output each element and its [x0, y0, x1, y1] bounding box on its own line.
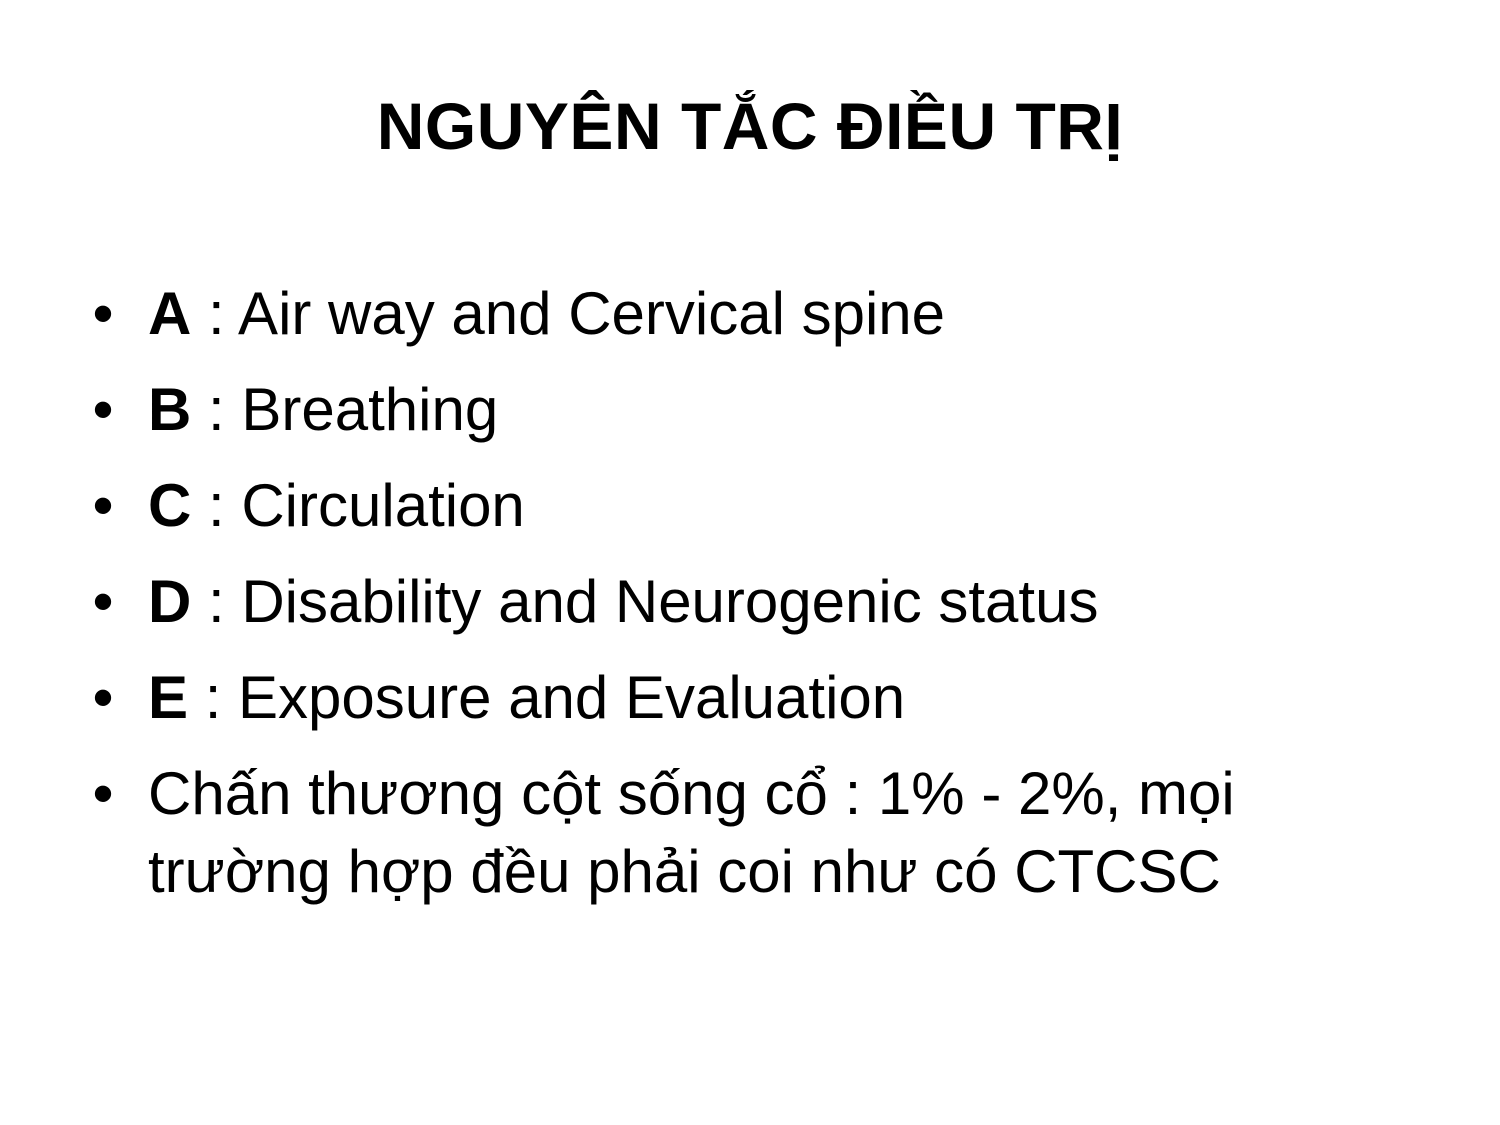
bullet-icon: •: [92, 280, 114, 347]
slide-title: NGUYÊN TẮC ĐIỀU TRỊ: [376, 89, 1124, 163]
bullet-key: C: [148, 472, 192, 539]
list-item-e: [88, 659, 1418, 737]
bullet-text: : Breathing: [191, 376, 499, 443]
list-item-b: [88, 371, 1418, 449]
bullet-text: : Air way and Cervical spine: [191, 280, 946, 347]
list-item-d: [88, 563, 1418, 641]
list-item-cervical-note: [88, 755, 1418, 911]
bullet-icon: •: [92, 664, 114, 731]
bullet-text: : Exposure and Evaluation: [188, 664, 906, 731]
list-item-c: [88, 467, 1418, 545]
bullet-icon: •: [92, 472, 114, 539]
bullet-text: Chấn thương cột sống cổ : 1% - 2%, mọi trường hợp đều phải coi như có CTCSC: [148, 760, 1235, 905]
bullet-key: D: [148, 568, 192, 635]
bullet-icon: •: [92, 568, 114, 635]
bullet-icon: •: [92, 760, 114, 827]
bullet-icon: •: [92, 376, 114, 443]
list-item-a: [88, 275, 1418, 353]
bullet-key: B: [148, 376, 192, 443]
bullet-text: : Circulation: [191, 472, 525, 539]
bullet-key: E: [148, 664, 189, 731]
bullet-list: [88, 275, 1418, 929]
bullet-key: A: [148, 280, 192, 347]
bullet-text: : Disability and Neurogenic status: [191, 568, 1099, 635]
